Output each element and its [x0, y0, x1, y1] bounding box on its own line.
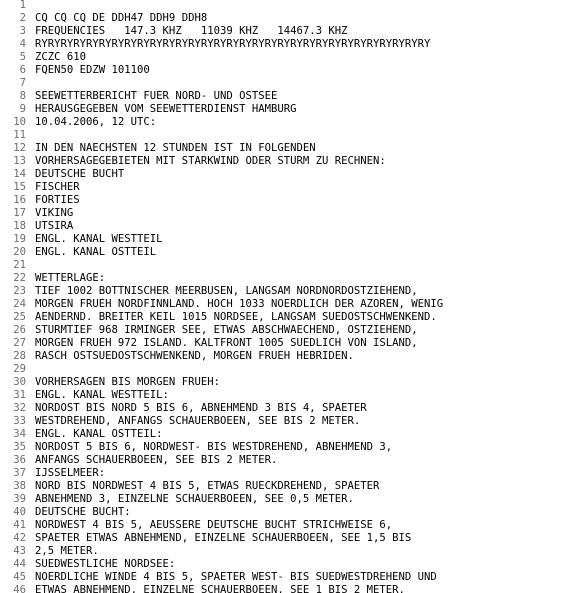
line-text: IN DEN NAECHSTEN 12 STUNDEN IST IN FOLGENDEN [35, 142, 316, 154]
line-number: 24 [13, 298, 26, 310]
text-line [0, 116, 443, 129]
text-line [0, 584, 443, 593]
text-line [0, 441, 443, 454]
line-number: 11 [13, 129, 26, 141]
line-text [26, 129, 35, 142]
line-number: 31 [13, 389, 26, 401]
line-text: IJSSELMEER: [35, 467, 106, 479]
line-text: DEUTSCHE BUCHT: [35, 506, 131, 518]
text-line [0, 389, 443, 402]
line-number: 21 [13, 259, 26, 271]
line-number: 41 [13, 519, 26, 531]
text-line [0, 428, 443, 441]
line-number: 12 [13, 142, 26, 154]
text-line [0, 77, 443, 90]
text-line [0, 337, 443, 350]
text-line [0, 571, 443, 584]
line-text: VORHERSAGEN BIS MORGEN FRUEH: [35, 376, 220, 388]
line-text: 10.04.2006, 12 UTC: [35, 116, 157, 128]
line-number: 34 [13, 428, 26, 440]
text-line [0, 259, 443, 272]
text-line [0, 207, 443, 220]
line-number: 18 [13, 220, 26, 232]
line-number: 17 [13, 207, 26, 219]
line-number: 33 [13, 415, 26, 427]
line-text: RYRYRYRYRYRYRYRYRYRYRYRYRYRYRYRYRYRYRYRYRYRYRYRYRYRYRYRYRYRYRY [35, 38, 431, 50]
line-number: 43 [13, 545, 26, 557]
text-line [0, 467, 443, 480]
line-number: 22 [13, 272, 26, 284]
text-line [0, 38, 443, 51]
line-number: 32 [13, 402, 26, 414]
text-line [0, 558, 443, 571]
line-text: VORHERSAGEGEBIETEN MIT STARKWIND ODER STURM ZU RECHNEN: [35, 155, 386, 167]
text-line [0, 376, 443, 389]
line-text: UTSIRA [35, 220, 74, 232]
line-text: FISCHER [35, 181, 80, 193]
line-number: 35 [13, 441, 26, 453]
line-text: MORGEN FRUEH 972 ISLAND. KALTFRONT 1005 SUEDLICH VON ISLAND, [35, 337, 418, 349]
line-text: ANFANGS SCHAUERBOEEN, SEE BIS 2 METER. [35, 454, 278, 466]
line-text: WESTDREHEND, ANFANGS SCHAUERBOEEN, SEE BIS 2 METER. [35, 415, 361, 427]
line-text: ENGL. KANAL OSTTEIL [35, 246, 157, 258]
text-line [0, 155, 443, 168]
line-number: 16 [13, 194, 26, 206]
text-line [0, 324, 443, 337]
text-line [0, 402, 443, 415]
text-line [0, 363, 443, 376]
line-number: 20 [13, 246, 26, 258]
line-number: 26 [13, 324, 26, 336]
line-number: 9 [19, 103, 26, 115]
line-number: 30 [13, 376, 26, 388]
line-text: MORGEN FRUEH NORDFINNLAND. HOCH 1033 NOERDLICH DER AZOREN, WENIG [35, 298, 444, 310]
text-line [0, 519, 443, 532]
text-line [0, 272, 443, 285]
line-text: NORD BIS NORDWEST 4 BIS 5, ETWAS RUECKDREHEND, SPAETER [35, 480, 380, 492]
line-text [26, 77, 35, 90]
line-text: NORDOST 5 BIS 6, NORDWEST- BIS WESTDREHEND, ABNEHMEND 3, [35, 441, 393, 453]
line-number: 44 [13, 558, 26, 570]
text-line [0, 51, 443, 64]
line-number: 29 [13, 363, 26, 375]
line-text: FQEN50 EDZW 101100 [35, 64, 150, 76]
line-number: 3 [19, 25, 26, 37]
line-text [26, 0, 35, 12]
text-line [0, 246, 443, 259]
text-line [0, 12, 443, 25]
line-number: 37 [13, 467, 26, 479]
text-line [0, 350, 443, 363]
text-line [0, 545, 443, 558]
line-text: CQ CQ CQ DE DDH47 DDH9 DDH8 [35, 12, 208, 24]
line-number: 4 [19, 38, 26, 50]
line-number: 25 [13, 311, 26, 323]
line-number: 13 [13, 155, 26, 167]
line-text: STURMTIEF 968 IRMINGER SEE, ETWAS ABSCHWAECHEND, OSTZIEHEND, [35, 324, 418, 336]
line-text: RASCH OSTSUEDOSTSCHWENKEND, MORGEN FRUEH HEBRIDEN. [35, 350, 354, 362]
line-number: 8 [19, 90, 26, 102]
text-line [0, 168, 443, 181]
line-text: ENGL. KANAL WESTTEIL [35, 233, 163, 245]
line-text: ENGL. KANAL OSTTEIL: [35, 428, 163, 440]
line-number: 10 [13, 116, 26, 128]
text-line [0, 454, 443, 467]
line-number: 19 [13, 233, 26, 245]
line-text: ABNEHMEND 3, EINZELNE SCHAUERBOEEN, SEE 0,5 METER. [35, 493, 354, 505]
text-line [0, 298, 443, 311]
line-text [26, 363, 35, 376]
text-line [0, 480, 443, 493]
text-line [0, 285, 443, 298]
line-text: ZCZC 610 [35, 51, 87, 63]
line-number: 45 [13, 571, 26, 583]
line-text: TIEF 1002 BOTTNISCHER MEERBUSEN, LANGSAM NORDNORDOSTZIEHEND, [35, 285, 418, 297]
line-text: ENGL. KANAL WESTTEIL: [35, 389, 169, 401]
line-text: SEEWETTERBERICHT FUER NORD- UND OSTSEE [35, 90, 278, 102]
text-line [0, 64, 443, 77]
line-number: 6 [19, 64, 26, 76]
line-number: 15 [13, 181, 26, 193]
text-line [0, 25, 443, 38]
line-number: 42 [13, 532, 26, 544]
line-text: WETTERLAGE: [35, 272, 106, 284]
line-text: FORTIES [35, 194, 80, 206]
line-number: 1 [19, 0, 26, 11]
line-text: AENDERND. BREITER KEIL 1015 NORDSEE, LANGSAM SUEDOSTSCHWENKEND. [35, 311, 437, 323]
line-text [26, 259, 35, 272]
line-text: NORDWEST 4 BIS 5, AEUSSERE DEUTSCHE BUCHT STRICHWEISE 6, [35, 519, 393, 531]
text-line [0, 311, 443, 324]
text-line [0, 506, 443, 519]
line-number: 36 [13, 454, 26, 466]
text-line [0, 90, 443, 103]
line-text: DEUTSCHE BUCHT [35, 168, 125, 180]
line-text: FREQUENCIES 147.3 KHZ 11039 KHZ 14467.3 KHZ [35, 25, 348, 37]
text-line [0, 532, 443, 545]
line-number: 2 [19, 12, 26, 24]
line-text: HERAUSGEGEBEN VOM SEEWETTERDIENST HAMBURG [35, 103, 297, 115]
text-line [0, 220, 443, 233]
line-number: 14 [13, 168, 26, 180]
line-number: 40 [13, 506, 26, 518]
text-line [0, 233, 443, 246]
line-text: 2,5 METER. [35, 545, 99, 557]
line-text: NOERDLICHE WINDE 4 BIS 5, SPAETER WEST- BIS SUEDWESTDREHEND UND [35, 571, 437, 583]
text-line [0, 181, 443, 194]
text-line [0, 493, 443, 506]
line-number: 7 [19, 77, 26, 89]
text-line [0, 194, 443, 207]
line-text: SUEDWESTLICHE NORDSEE: [35, 558, 176, 570]
line-text: NORDOST BIS NORD 5 BIS 6, ABNEHMEND 3 BIS 4, SPAETER [35, 402, 367, 414]
line-number: 38 [13, 480, 26, 492]
line-number: 23 [13, 285, 26, 297]
line-number: 39 [13, 493, 26, 505]
text-line [0, 415, 443, 428]
line-number: 28 [13, 350, 26, 362]
text-line [0, 0, 443, 12]
line-number: 5 [19, 51, 26, 63]
text-line [0, 142, 443, 155]
line-text: VIKING [35, 207, 74, 219]
line-text: ETWAS ABNEHMEND, EINZELNE SCHAUERBOEEN, SEE 1 BIS 2 METER. [35, 584, 405, 593]
text-line [0, 103, 443, 116]
line-number: 46 [13, 584, 26, 593]
line-text: SPAETER ETWAS ABNEHMEND, EINZELNE SCHAUERBOEEN, SEE 1,5 BIS [35, 532, 412, 544]
line-number: 27 [13, 337, 26, 349]
text-line [0, 129, 443, 142]
